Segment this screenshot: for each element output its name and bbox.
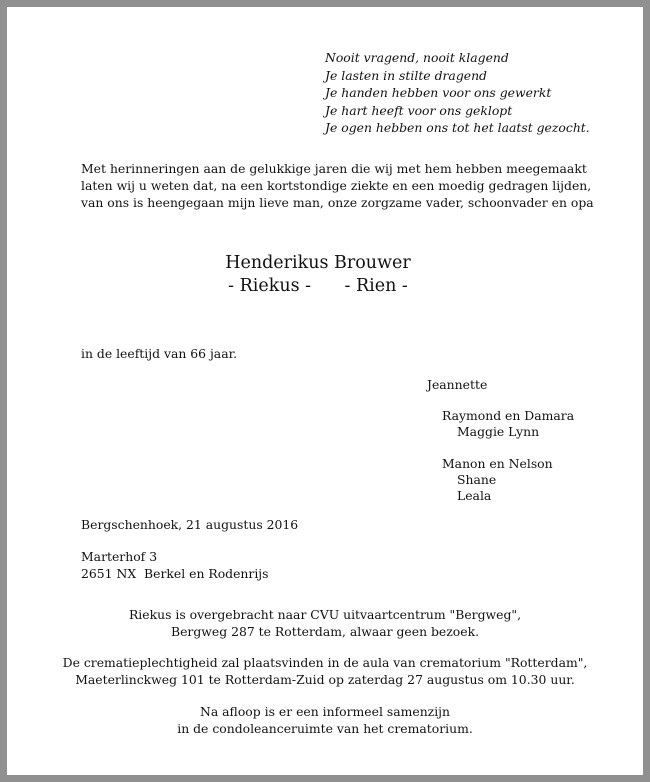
age-line: in de leeftijd van 66 jaar. [81,346,238,361]
notice-gathering [7,703,643,737]
deceased-nicknames: - Riekus - - Rien - [228,276,408,296]
deceased-name: Henderikus Brouwer [225,253,411,273]
notice-ceremony [7,654,643,688]
poem-line: Nooit vragend, nooit klagend [325,50,509,65]
notice-transfer [7,606,643,640]
family-spouse: Jeannette [427,377,488,392]
family-child1: Raymond en Damara [442,408,575,423]
poem-line: Je lasten in stilte dragend [325,67,487,83]
notice-line: Bergweg 287 te Rotterdam, alwaar geen bezoek. [170,624,480,639]
intro-line: Met herinneringen aan de gelukkige jaren die wij met hem hebben meegemaakt [81,161,587,176]
poem-line: Je handen hebben voor ons gewerkt [325,85,552,100]
intro-line: laten wij u weten dat, na een kortstondige ziekte en een moedig gedragen lijden, [81,178,592,193]
notice-line: Maeterlinckweg 101 te Rotterdam-Zuid op zaterdag 27 augustus om 10.30 uur. [75,672,575,687]
family-grandchild: Maggie Lynn [457,424,540,439]
address-line: 2651 NX Berkel en Rodenrijs [81,566,269,581]
address [81,548,269,582]
deceased-name-block [7,252,643,298]
poem [325,49,590,137]
intro-line: van ons is heengegaan mijn lieve man, onze zorgzame vader, schoonvader en opa [81,195,594,210]
poem-line: Je hart heeft voor ons geklopt [325,102,513,118]
notice-line: De crematieplechtigheid zal plaatsvinden in de aula van crematorium "Rotterdam", [62,655,588,670]
notice-line: Riekus is overgebracht naar CVU uitvaartcentrum "Bergweg", [128,607,522,622]
family-grandchild: Leala [457,488,492,503]
intro-paragraph [81,160,594,211]
notice-line: in de condoleanceruimte van het crematorium. [177,721,473,736]
address-line: Marterhof 3 [81,549,158,564]
place-date: Bergschenhoek, 21 augustus 2016 [81,517,299,532]
family-child2: Manon en Nelson [442,456,553,471]
poem-line: Je ogen hebben ons tot het laatst gezocht. [325,120,590,135]
family-grandchild: Shane [457,472,497,487]
notice-line: Na afloop is er een informeel samenzijn [200,704,450,719]
